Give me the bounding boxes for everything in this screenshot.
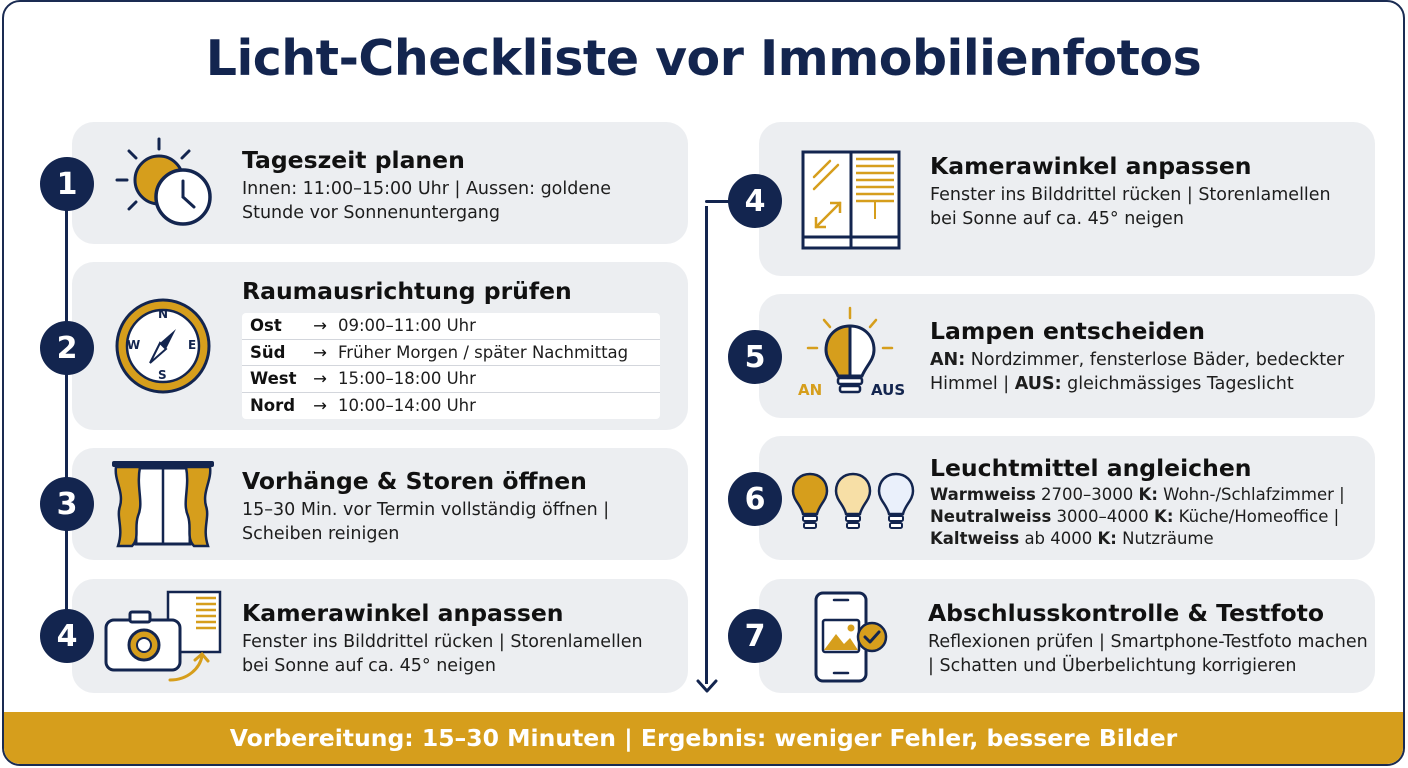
step-title-4-left: Kamerawinkel anpassen xyxy=(242,599,564,627)
desc-aus-text: gleichmässiges Tageslicht xyxy=(1061,374,1294,394)
compass-label-e: E xyxy=(188,338,197,352)
arrow-right-icon: → xyxy=(313,316,327,336)
smartphone-check-icon xyxy=(812,590,892,684)
sun-clock-icon xyxy=(109,135,219,231)
arrow-right-icon: → xyxy=(313,396,327,416)
orientation-time: Früher Morgen / später Nachmittag xyxy=(338,342,629,362)
desc-an-text: Nordzimmer, fensterlose Bäder, bedeckter Himmel | xyxy=(930,350,1345,394)
window-blinds-icon xyxy=(800,149,902,251)
orientation-direction: Nord xyxy=(250,396,296,416)
compass-label-w: W xyxy=(127,338,141,352)
compass-label-n: N xyxy=(158,307,169,321)
step-title-5: Lampen entscheiden xyxy=(930,317,1206,345)
orientation-time: 15:00–18:00 Uhr xyxy=(338,369,476,389)
desc-an-key: AN: xyxy=(930,350,966,370)
orientation-direction: West xyxy=(250,369,297,389)
step-desc-4-right: Fenster ins Bilddrittel rücken | Storenlamellen bei Sonne auf ca. 45° neigen xyxy=(930,185,1331,229)
compass-label-s: S xyxy=(158,368,167,382)
orientation-direction: Ost xyxy=(250,316,282,336)
arrow-right-icon: → xyxy=(313,369,327,389)
step-title-1: Tageszeit planen xyxy=(242,146,465,174)
step-number-3: 3 xyxy=(40,477,94,531)
step-desc-3: 15–30 Min. vor Termin vollständig öffnen | Scheiben reinigen xyxy=(242,500,610,544)
step-title-7: Abschlusskontrolle & Testfoto xyxy=(928,599,1324,627)
step-title-6: Leuchtmittel angleichen xyxy=(930,454,1252,482)
step-number-4-right: 4 xyxy=(728,174,782,228)
orientation-table xyxy=(242,313,660,419)
step-number-4-left: 4 xyxy=(40,609,94,663)
step-desc-1: Innen: 11:00–15:00 Uhr | Aussen: goldene Stunde vor Sonnenuntergang xyxy=(242,179,611,223)
color-temp-line: Warmweiss 2700–3000 K: Wohn-/Schlafzimmer | xyxy=(930,485,1345,504)
desc-aus-key: AUS: xyxy=(1014,374,1062,394)
orientation-row xyxy=(242,366,660,393)
lamp-an-label: AN xyxy=(798,381,823,399)
curtains-icon xyxy=(110,458,216,550)
page-title: Licht-Checkliste vor Immobilienfotos xyxy=(205,30,1202,87)
step-number-7: 7 xyxy=(728,609,782,663)
lamp-aus-label: AUS xyxy=(871,381,906,399)
compass-icon xyxy=(114,297,212,395)
step-desc-4-left: Fenster ins Bilddrittel rücken | Storenlamellen bei Sonne auf ca. 45° neigen xyxy=(242,632,643,676)
footer-banner: Vorbereitung: 15–30 Minuten | Ergebnis: weniger Fehler, bessere Bilder xyxy=(4,712,1403,764)
step-title-4-right: Kamerawinkel anpassen xyxy=(930,152,1252,180)
timeline-arrow-down-icon xyxy=(696,678,718,694)
step-desc-6 xyxy=(930,484,1370,550)
orientation-time: 09:00–11:00 Uhr xyxy=(338,316,476,336)
step-desc-5 xyxy=(930,348,1370,396)
lightbulb-on-off-icon xyxy=(794,304,910,408)
color-temp-line: Neutralweiss 3000–4000 K: Küche/Homeoffice | xyxy=(930,507,1340,526)
arrow-right-icon: → xyxy=(313,342,327,362)
right-timeline-line xyxy=(705,206,708,684)
step-title-2: Raumausrichtung prüfen xyxy=(242,277,572,305)
camera-window-icon xyxy=(104,588,224,686)
step-number-1: 1 xyxy=(40,157,94,211)
step-desc-7: Reflexionen prüfen | Smartphone-Testfoto machen | Schatten und Überbelichtung korrigieren xyxy=(928,632,1368,676)
three-bulbs-icon xyxy=(790,470,916,534)
color-temp-line: Kaltweiss ab 4000 K: Nutzräume xyxy=(930,529,1214,548)
orientation-row xyxy=(242,340,660,367)
step-number-6: 6 xyxy=(728,472,782,526)
orientation-direction: Süd xyxy=(250,342,286,362)
infographic-frame xyxy=(2,0,1405,766)
left-timeline-line xyxy=(65,184,68,634)
step-title-3: Vorhänge & Storen öffnen xyxy=(242,467,587,495)
step-number-5: 5 xyxy=(728,330,782,384)
step-number-2: 2 xyxy=(40,321,94,375)
orientation-row xyxy=(242,393,660,420)
orientation-time: 10:00–14:00 Uhr xyxy=(338,396,476,416)
orientation-row xyxy=(242,313,660,340)
